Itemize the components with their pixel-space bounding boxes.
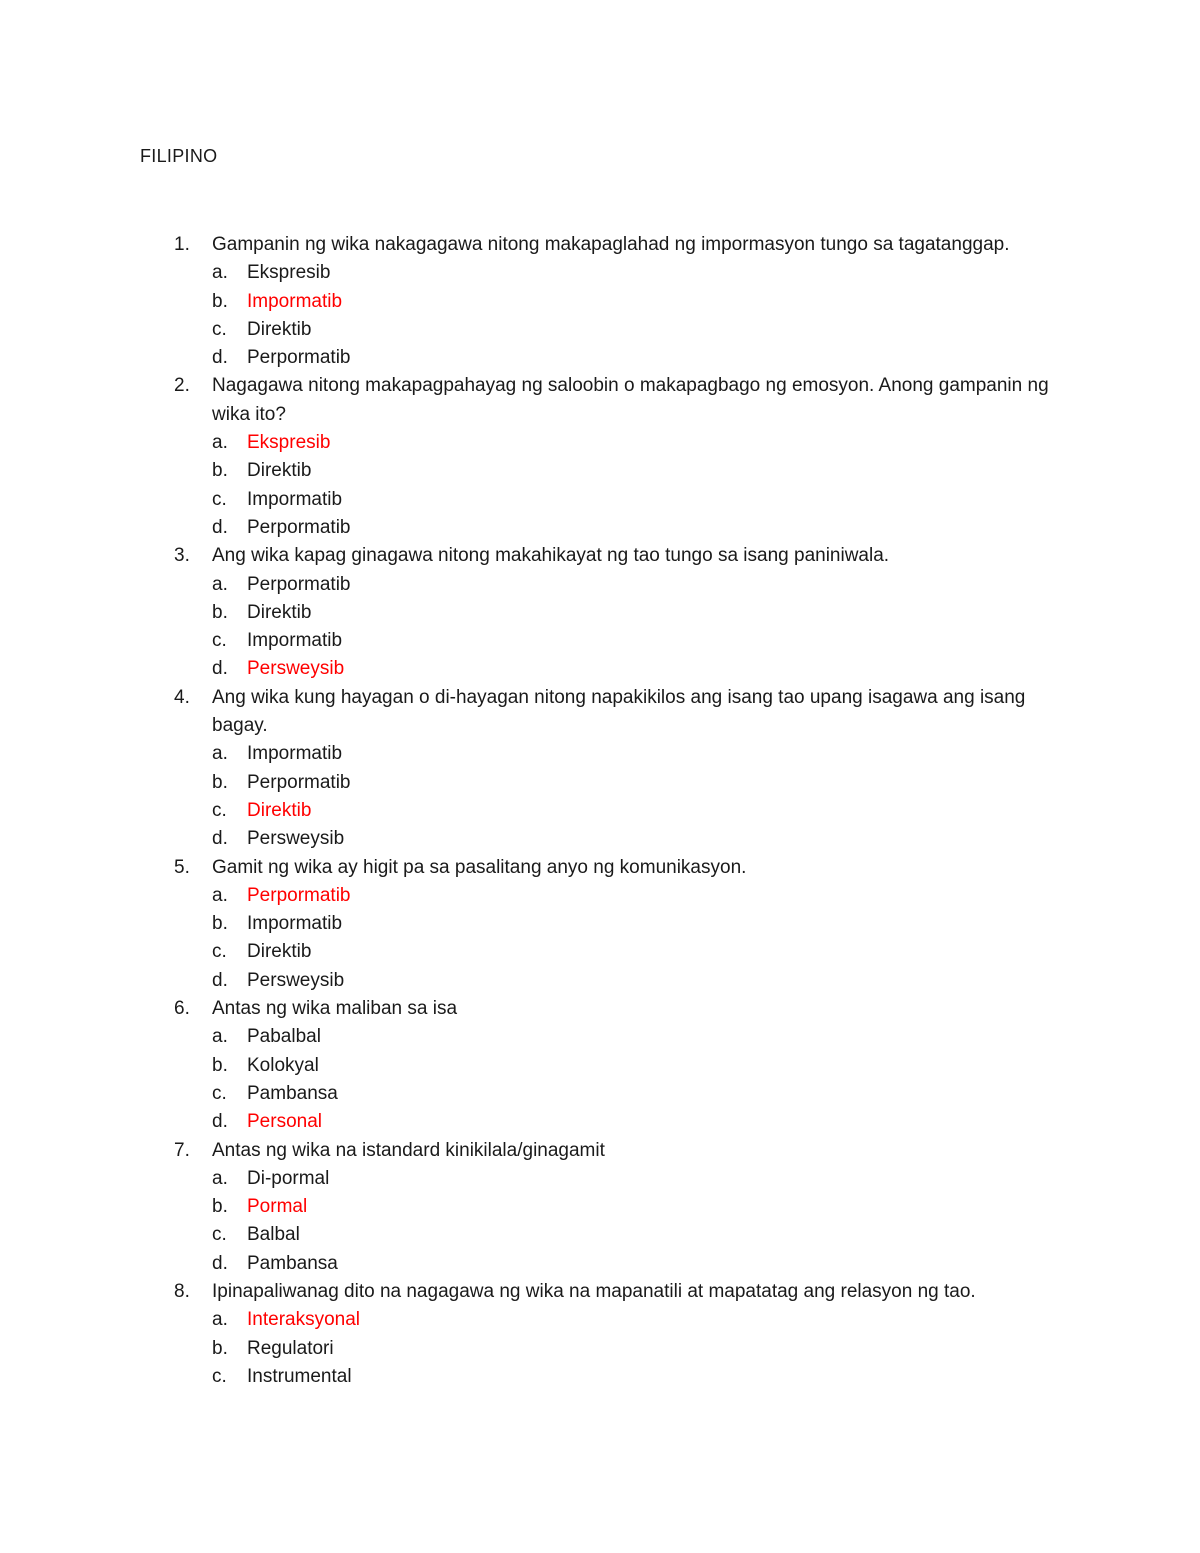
option-text: Direktib: [247, 318, 312, 340]
question-number: 5.: [174, 856, 190, 878]
option-letter: b.: [212, 1337, 228, 1359]
question-text: Gampanin ng wika nakagagawa nitong makapaglahad ng impormasyon tungo sa tagatanggap.: [212, 234, 1010, 255]
question-item: [0, 372, 1200, 542]
answer-option: [0, 1250, 1200, 1278]
answer-option-correct: [0, 655, 1200, 683]
option-text: Ekspresib: [247, 262, 331, 284]
option-letter: b.: [212, 1054, 228, 1076]
option-letter: a.: [212, 262, 228, 284]
option-letter: a.: [212, 1309, 228, 1331]
option-list: [0, 1023, 1200, 1136]
option-text: Regulatori: [247, 1337, 334, 1359]
option-text: Persweysib: [247, 658, 345, 680]
question-item: [0, 542, 1200, 683]
option-letter: c.: [212, 1224, 227, 1246]
option-letter: c.: [212, 1365, 227, 1387]
question-number: 1.: [174, 234, 190, 255]
option-text: Persweysib: [247, 969, 345, 991]
option-text: Pormal: [247, 1196, 308, 1218]
option-letter: d.: [212, 828, 228, 850]
answer-option-correct: [0, 288, 1200, 316]
option-letter: c.: [212, 1082, 227, 1104]
question-number: 8.: [174, 1280, 190, 1302]
question-text: Antas ng wika na istandard kinikilala/ginagamit: [212, 1139, 605, 1161]
answer-option-correct: [0, 882, 1200, 910]
option-text: Pabalbal: [247, 1026, 321, 1048]
answer-option-correct: [0, 429, 1200, 457]
question-item: [0, 995, 1200, 1136]
answer-option: [0, 259, 1200, 287]
answer-option: [0, 1080, 1200, 1108]
option-text: Di-pormal: [247, 1167, 330, 1189]
question-list: [0, 231, 1200, 1391]
option-letter: b.: [212, 771, 228, 793]
answer-option: [0, 910, 1200, 938]
question-item: [0, 231, 1200, 372]
option-letter: a.: [212, 743, 228, 765]
answer-option: [0, 1023, 1200, 1051]
option-text: Impormatib: [247, 913, 343, 935]
answer-option-correct: [0, 1306, 1200, 1334]
option-letter: b.: [212, 460, 228, 482]
option-list: [0, 571, 1200, 684]
option-text: Persweysib: [247, 828, 345, 850]
question-text: Antas ng wika maliban sa isa: [212, 998, 458, 1020]
answer-option: [0, 740, 1200, 768]
answer-option: [0, 571, 1200, 599]
option-letter: d.: [212, 658, 228, 680]
answer-option: [0, 1363, 1200, 1391]
answer-option: [0, 967, 1200, 995]
option-text: Pambansa: [247, 1082, 338, 1104]
option-letter: b.: [212, 601, 228, 623]
option-letter: a.: [212, 1026, 228, 1048]
option-text: Impormatib: [247, 290, 343, 312]
answer-option-correct: [0, 1108, 1200, 1136]
document-title: FILIPINO: [140, 146, 218, 166]
option-text: Direktib: [247, 941, 312, 963]
question-text: Gamit ng wika ay higit pa sa pasalitang anyo ng komunikasyon.: [212, 856, 747, 878]
option-list: [0, 429, 1200, 542]
option-text: Direktib: [247, 601, 312, 623]
question-text: Nagagawa nitong makapagpahayag ng saloobin o makapagbago ng emosyon. Anong gampanin ng wika ito?: [212, 375, 1049, 425]
option-text: Direktib: [247, 460, 312, 482]
question-item: [0, 1137, 1200, 1278]
option-text: Ekspresib: [247, 432, 331, 454]
option-text: Perpormatib: [247, 347, 351, 369]
option-letter: d.: [212, 1252, 228, 1274]
answer-option-correct: [0, 797, 1200, 825]
answer-option: [0, 1052, 1200, 1080]
answer-option: [0, 1221, 1200, 1249]
answer-option: [0, 344, 1200, 372]
question-text: Ang wika kapag ginagawa nitong makahikayat ng tao tungo sa isang paniniwala.: [212, 545, 890, 567]
answer-option: [0, 1335, 1200, 1363]
option-text: Direktib: [247, 799, 312, 821]
answer-option-correct: [0, 1193, 1200, 1221]
option-letter: b.: [212, 290, 228, 312]
option-letter: a.: [212, 1167, 228, 1189]
option-text: Pambansa: [247, 1252, 338, 1274]
option-letter: d.: [212, 1111, 228, 1133]
answer-option: [0, 599, 1200, 627]
option-letter: d.: [212, 969, 228, 991]
question-number: 4.: [174, 686, 190, 708]
answer-option: [0, 938, 1200, 966]
question-text: Ipinapaliwanag dito na nagagawa ng wika na mapanatili at mapatatag ang relasyon ng tao.: [212, 1280, 976, 1302]
option-list: [0, 1165, 1200, 1278]
option-list: [0, 1306, 1200, 1391]
option-text: Impormatib: [247, 488, 343, 510]
option-text: Impormatib: [247, 743, 343, 765]
option-text: Balbal: [247, 1224, 300, 1246]
option-text: Perpormatib: [247, 771, 351, 793]
question-number: 2.: [174, 375, 190, 397]
question-item: [0, 684, 1200, 854]
answer-option: [0, 514, 1200, 542]
answer-option: [0, 1165, 1200, 1193]
option-text: Perpormatib: [247, 516, 351, 538]
option-letter: c.: [212, 488, 227, 510]
option-letter: a.: [212, 432, 228, 454]
option-letter: c.: [212, 318, 227, 340]
option-text: Perpormatib: [247, 884, 351, 906]
option-letter: a.: [212, 884, 228, 906]
question-item: [0, 1278, 1200, 1391]
option-list: [0, 740, 1200, 853]
answer-option: [0, 627, 1200, 655]
question-number: 3.: [174, 545, 190, 567]
option-letter: b.: [212, 913, 228, 935]
answer-option: [0, 825, 1200, 853]
option-letter: b.: [212, 1196, 228, 1218]
answer-option: [0, 316, 1200, 344]
option-text: Perpormatib: [247, 573, 351, 595]
option-letter: c.: [212, 799, 227, 821]
option-letter: c.: [212, 941, 227, 963]
option-letter: a.: [212, 573, 228, 595]
option-text: Interaksyonal: [247, 1309, 361, 1331]
question-item: [0, 854, 1200, 995]
option-text: Impormatib: [247, 630, 343, 652]
question-text: Ang wika kung hayagan o di-hayagan nitong napakikilos ang isang tao upang isagawa ang isang bagay.: [212, 686, 1026, 737]
option-list: [0, 882, 1200, 995]
answer-option: [0, 486, 1200, 514]
option-list: [0, 259, 1200, 372]
option-text: Kolokyal: [247, 1054, 319, 1076]
option-text: Personal: [247, 1111, 322, 1133]
option-letter: c.: [212, 630, 227, 652]
option-text: Instrumental: [247, 1365, 352, 1387]
answer-option: [0, 457, 1200, 485]
question-number: 6.: [174, 998, 190, 1020]
option-letter: d.: [212, 516, 228, 538]
question-number: 7.: [174, 1139, 190, 1161]
option-letter: d.: [212, 347, 228, 369]
answer-option: [0, 769, 1200, 797]
